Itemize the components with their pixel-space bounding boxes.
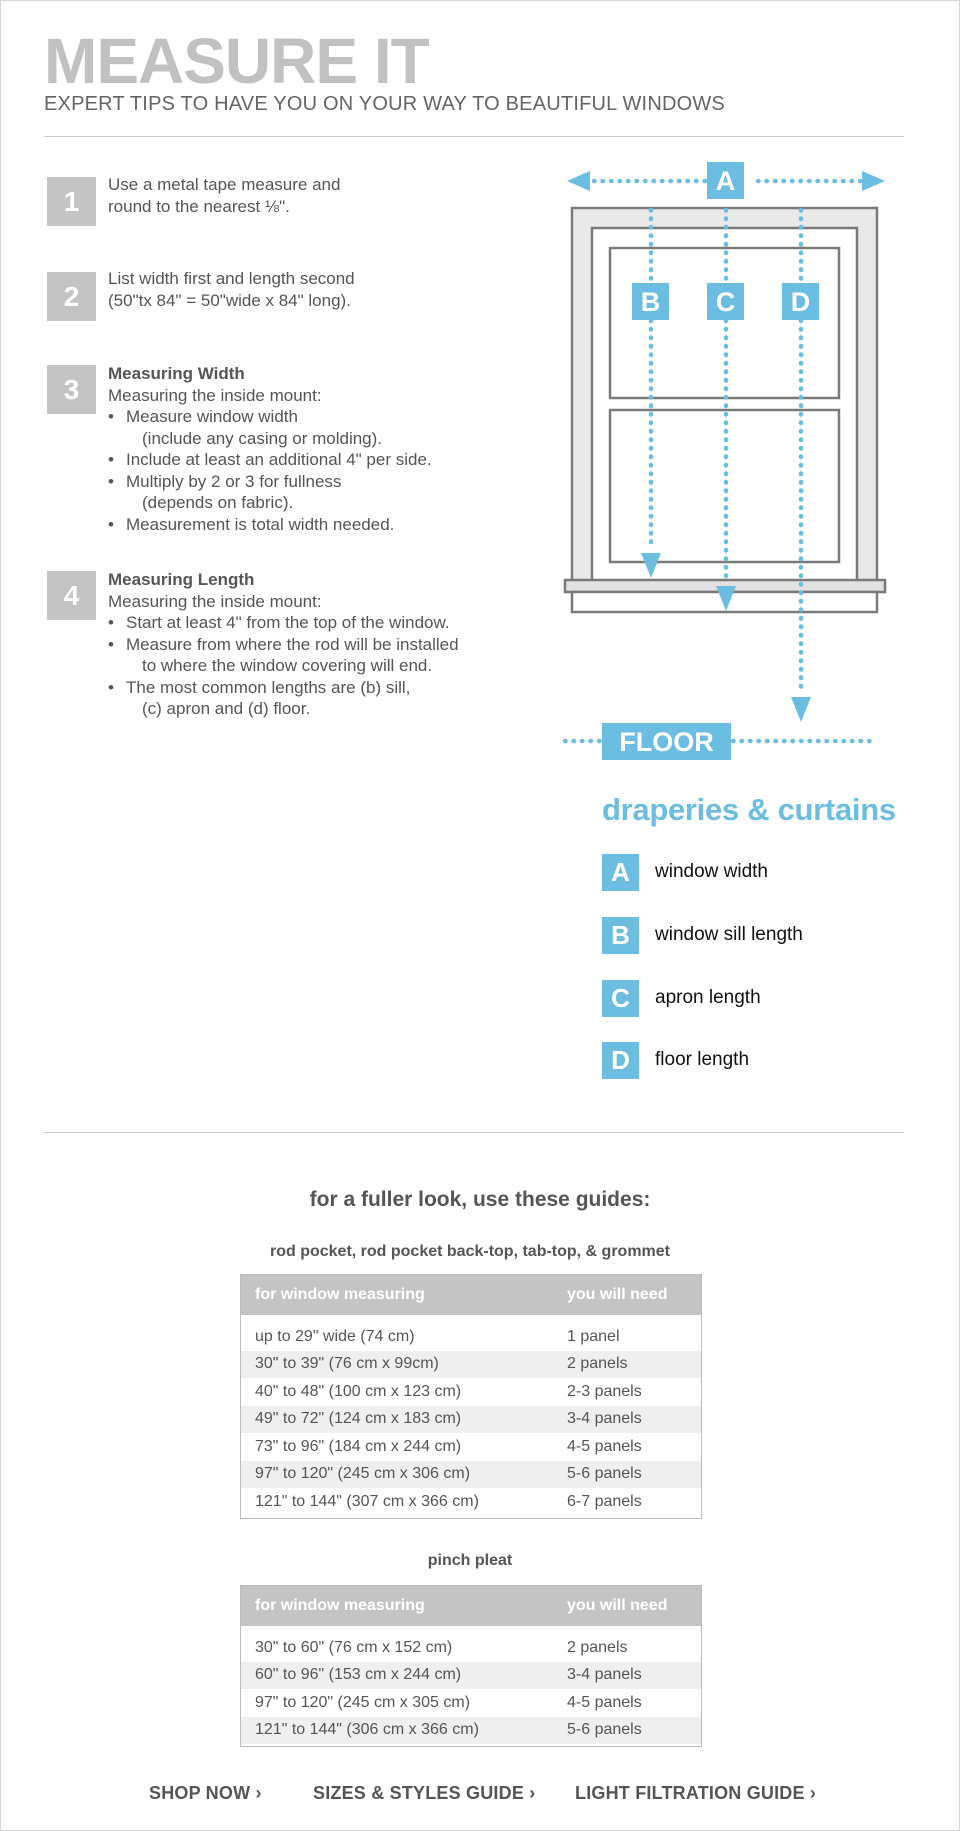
guides-heading: for a fuller look, use these guides: (309, 1188, 651, 1211)
floor-label (602, 723, 731, 760)
svg-text:D: D (790, 287, 811, 317)
step-4-heading: Measuring Length (108, 570, 255, 589)
legend-letter: B (602, 917, 639, 954)
bullet-item: • Start at least 4" from the top of the window. (108, 612, 528, 634)
arrow-right-icon (862, 171, 885, 191)
step-1-line: Use a metal tape measure and (108, 175, 341, 194)
legend-item-b (602, 917, 803, 953)
step-1-number: 1 (47, 177, 96, 226)
step-4-bullets (108, 612, 528, 720)
legend-item-d (602, 1042, 749, 1078)
step-4-intro: Measuring the inside mount: (108, 591, 322, 611)
table-row: 121" to 144" (307 cm x 366 cm) 6-7 panels (255, 1492, 642, 1510)
marker-A (707, 162, 744, 199)
column-header: you will need (567, 1286, 668, 1303)
shop-now-link[interactable]: SHOP NOW › (149, 1783, 262, 1803)
step-2-line: (50"tx 84" = 50"wide x 84" long). (108, 290, 351, 310)
legend-label: window sill length (655, 924, 803, 945)
step-3-bullets (108, 406, 528, 535)
bullet-item: • Multiply by 2 or 3 for fullness (depends on fabric). (108, 471, 528, 514)
column-header: you will need (567, 1597, 668, 1614)
top-divider (44, 136, 904, 137)
legend-label: floor length (655, 1049, 750, 1070)
table-row: 30" to 39" (76 cm x 99cm) 2 panels (241, 1351, 701, 1379)
table-row: 121" to 144" (306 cm x 366 cm) 5-6 panels (241, 1717, 701, 1745)
table-2-caption: pinch pleat (427, 1552, 513, 1569)
marker-D (782, 283, 819, 320)
marker-B (632, 283, 669, 320)
legend-item-c (602, 980, 761, 1016)
svg-text:C: C (715, 287, 736, 317)
bullet-item: • Measurement is total width needed. (108, 514, 528, 536)
table-row: 30" to 60" (76 cm x 152 cm) 2 panels (255, 1638, 628, 1656)
legend-label: apron length (655, 987, 761, 1008)
step-3-number: 3 (47, 365, 96, 414)
table-header (241, 1586, 701, 1626)
svg-text:A: A (715, 166, 736, 196)
arrow-down-icon (791, 697, 811, 722)
sizes-styles-guide-link[interactable]: SIZES & STYLES GUIDE › (313, 1783, 536, 1803)
step-4-number: 4 (47, 571, 96, 620)
table-header (241, 1275, 701, 1315)
legend-title: draperies & curtains (602, 792, 896, 827)
panel-guide-table-2 (240, 1585, 702, 1747)
table-row: 97" to 120" (245 cm x 305 cm) 4-5 panels (255, 1693, 642, 1711)
bullet-item: • Measure from where the rod will be installed to where the window covering will end. (108, 634, 528, 677)
step-2-number: 2 (47, 272, 96, 321)
bullet-item: • Include at least an additional 4" per side. (108, 449, 528, 471)
legend-letter: A (602, 854, 639, 891)
table-row: 73" to 96" (184 cm x 244 cm) 4-5 panels (255, 1437, 642, 1455)
table-1-caption: rod pocket, rod pocket back-top, tab-top, & grommet (269, 1243, 671, 1260)
step-2-line: List width first and length second (108, 269, 355, 288)
middle-divider (44, 1132, 904, 1133)
column-header: for window measuring (255, 1597, 425, 1614)
step-4-text (108, 569, 528, 720)
step-1-line: round to the nearest ⅛". (108, 196, 290, 216)
panel-guide-table-1 (240, 1274, 702, 1519)
light-filtration-guide-link[interactable]: LIGHT FILTRATION GUIDE › (575, 1783, 817, 1803)
svg-text:B: B (640, 287, 661, 317)
page-subtitle: EXPERT TIPS TO HAVE YOU ON YOUR WAY TO BEAUTIFUL WINDOWS (44, 93, 725, 115)
column-header: for window measuring (255, 1286, 425, 1303)
step-1-text (108, 174, 528, 217)
table-row: 97" to 120" (245 cm x 306 cm) 5-6 panels (241, 1461, 701, 1489)
step-2-text (108, 268, 528, 311)
arrow-left-icon (567, 171, 590, 191)
window-measure-diagram (555, 150, 895, 760)
legend-item-a (602, 854, 768, 890)
step-3-intro: Measuring the inside mount: (108, 385, 322, 405)
table-row: 40" to 48" (100 cm x 123 cm) 2-3 panels (255, 1382, 642, 1400)
page-title: MEASURE IT (44, 25, 429, 97)
table-row: up to 29" wide (74 cm) 1 panel (255, 1327, 620, 1345)
bullet-item: • The most common lengths are (b) sill, (c) apron and (d) floor. (108, 677, 528, 720)
bullet-item: • Measure window width (include any casing or molding). (108, 406, 528, 449)
svg-text:FLOOR: FLOOR (619, 727, 714, 757)
step-3-heading: Measuring Width (108, 364, 245, 383)
table-row: 60" to 96" (153 cm x 244 cm) 3-4 panels (241, 1662, 701, 1690)
legend-label: window width (655, 861, 768, 882)
legend-letter: D (602, 1042, 639, 1079)
legend-letter: C (602, 980, 639, 1017)
marker-C (707, 283, 744, 320)
step-3-text (108, 363, 528, 535)
table-row: 49" to 72" (124 cm x 183 cm) 3-4 panels (241, 1406, 701, 1434)
